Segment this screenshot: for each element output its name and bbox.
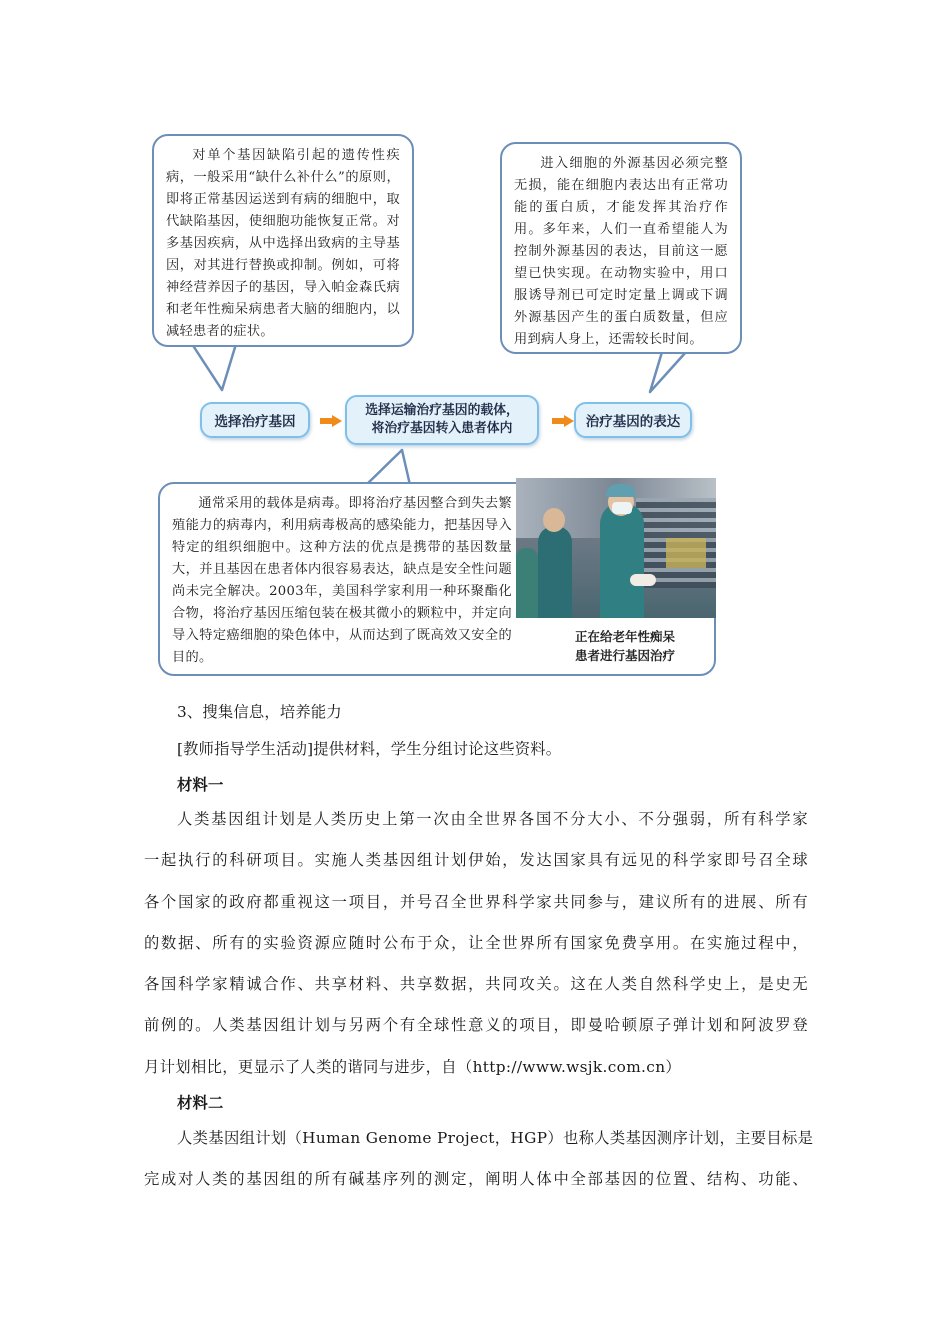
material2-paragraph	[144, 1126, 814, 1209]
material1-title: 材料一	[177, 776, 224, 794]
material1-paragraph	[144, 807, 808, 1096]
paragraph-line: 一起执行的科研项目。实施人类基因组计划伊始，发达国家具有远见的科学家即号召全球	[144, 851, 808, 870]
flow-arrow-icon	[332, 415, 342, 427]
flow-arrow-icon	[564, 415, 574, 427]
paragraph-line: 各个国家的政府都重视这一项目，并号召全世界科学家共同参与，建议所有的进展、所有	[144, 892, 808, 911]
surgery-photo	[516, 478, 716, 618]
material2-title: 材料二	[177, 1094, 224, 1112]
paragraph-line: 各国科学家精诚合作、共享材料、共享数据，共同攻关。这在人类自然科学史上，是史无	[144, 975, 808, 994]
paragraph-line: 前例的。人类基因组计划与另两个有全球性意义的项目，即曼哈顿原子弹计划和阿波罗登	[144, 1016, 808, 1035]
speech-bubble-gene-expression	[500, 142, 742, 354]
flow-step-vector: 选择运输治疗基因的载体， 将治疗基因转入患者体内	[345, 395, 539, 445]
paragraph-line: 人类基因组计划是人类历史上第一次由全世界各国不分大小、不分强弱，所有科学家	[177, 810, 808, 828]
paragraph-line: 月计划相比，更显示了人类的谐同与进步，自（http://www.wsjk.com.cn）	[144, 1057, 682, 1076]
paragraph-line: 人类基因组计划（Human Genome Project，HGP）也称人类基因测序计划，主要目标是	[177, 1129, 814, 1147]
photo-caption: 正在给老年性痴呆 患者进行基因治疗	[574, 629, 675, 663]
paragraph-line: 完成对人类的基因组的所有碱基序列的测定，阐明人体中全部基因的位置、结构、功能、	[144, 1170, 808, 1189]
bubble-text: 对单个基因缺陷引起的遗传性疾病，一般采用“缺什么补什么”的原则，即将正常基因运送到有病的细胞中，取代缺陷基因，使细胞功能恢复正常。对多基因疾病，从中选择出致病的主导基因，对其进行替换或抑制。例如，可将神经营养因子的基因，导入帕金森氏病和老年性痴呆病患者大脑的细胞内，以减轻患者的症状。	[166, 148, 400, 339]
flow-step-select-gene: 选择治疗基因	[200, 402, 310, 438]
bubble-text: 通常采用的载体是病毒。即将治疗基因整合到失去繁殖能力的病毒内，利用病毒极高的感染能力，把基因导入特定的组织细胞中。这种方法的优点是携带的基因数量大，并且基因在患者体内很容易表达，缺点是安全性问题尚未完全解决。2003年，美国科学家利用一种环聚酯化合物，将治疗基因压缩包装在极其微小的颗粒中，并定向导入特定癌细胞的染色体中，从而达到了既高效又安全的目的。	[172, 496, 512, 665]
flow-step-expression: 治疗基因的表达	[574, 402, 692, 438]
teacher-instruction: [教师指导学生活动]提供材料，学生分组讨论这些资料。	[177, 740, 562, 758]
paragraph-line: 的数据、所有的实验资源应随时公布于众，让全世界所有国家免费享用。在实施过程中，	[144, 933, 808, 952]
bubble-text: 进入细胞的外源基因必须完整无损，能在细胞内表达出有正常功能的蛋白质，才能发挥其治疗作用。多年来，人们一直希望能人为控制外源基因的表达，目前这一愿望已快实现。在动物实验中，用口服诱导剂已可定时定量上调或下调外源基因产生的蛋白质数量，但应用到病人身上，还需较长时间。	[514, 156, 728, 347]
speech-bubble-select-gene	[152, 134, 414, 347]
gene-therapy-figure	[140, 120, 740, 690]
section-heading: 3、搜集信息，培养能力	[177, 703, 342, 721]
